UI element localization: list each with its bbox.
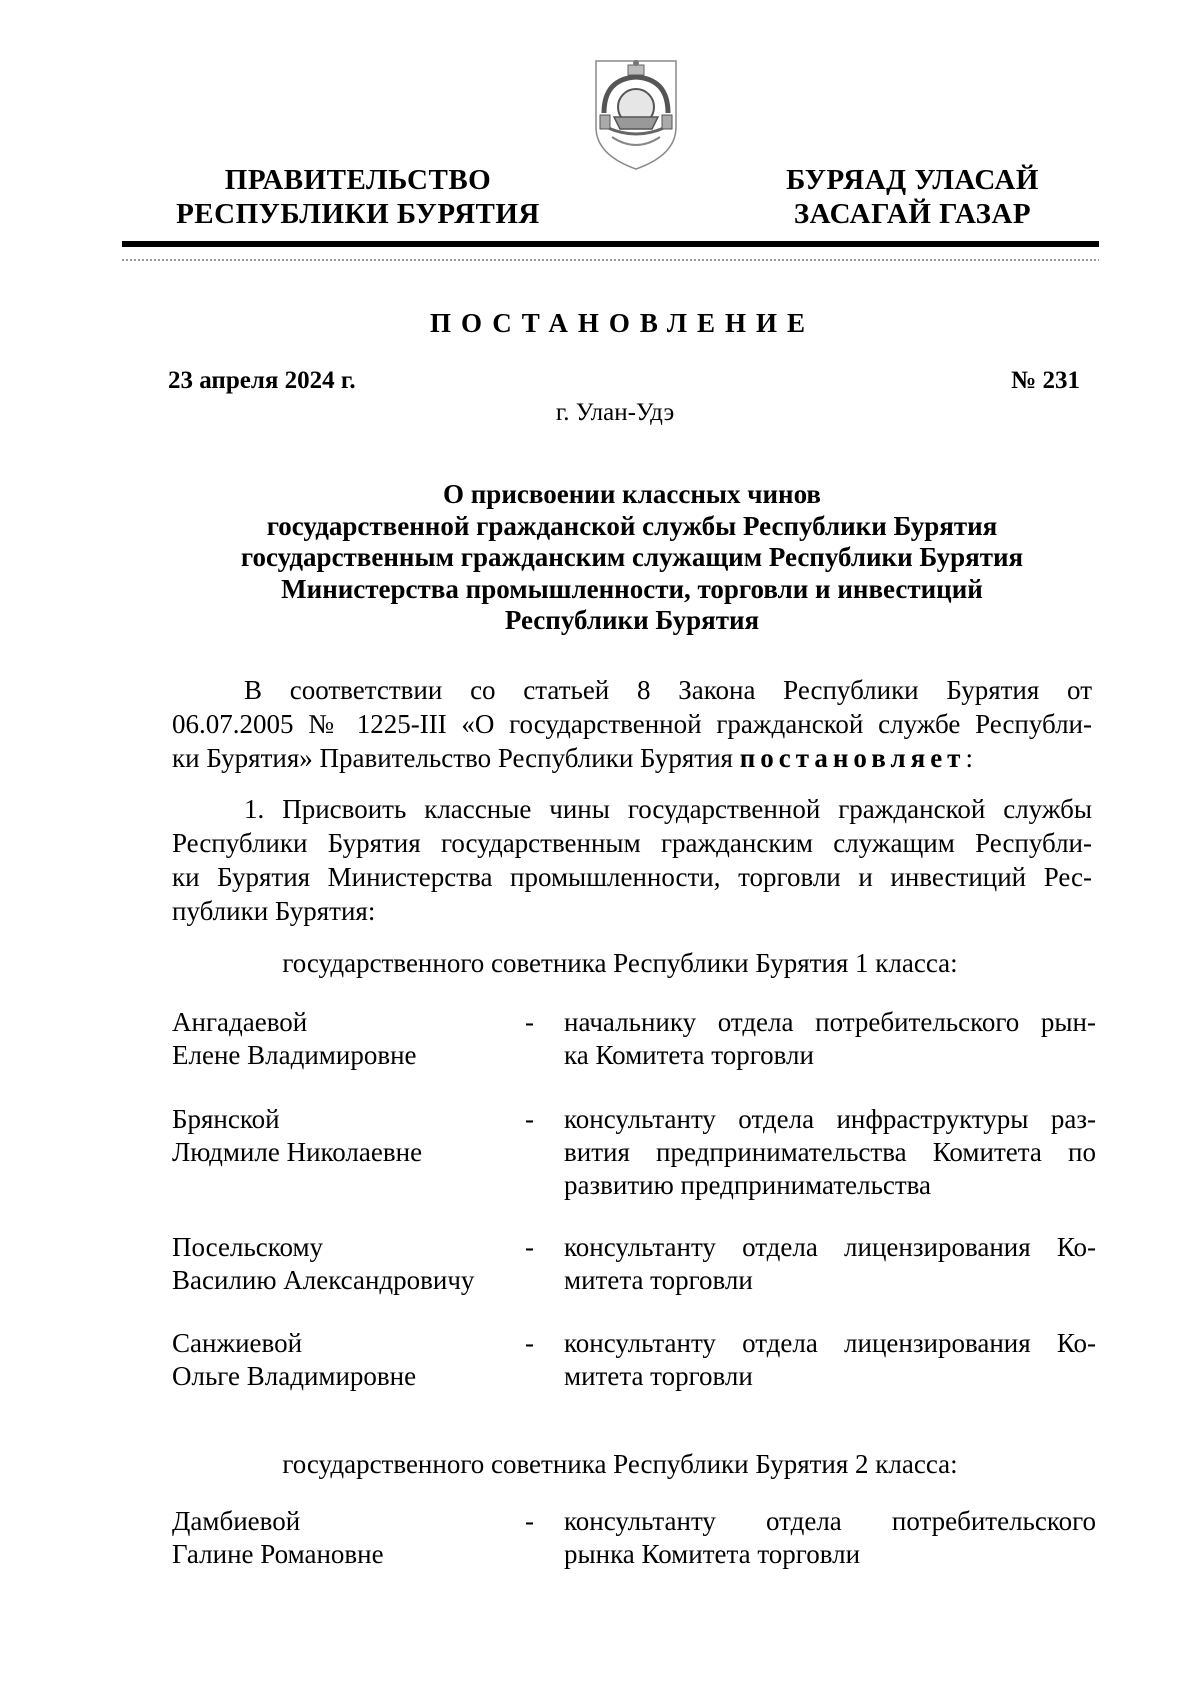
government-name-buryat — [760, 163, 1065, 231]
entry-dash: - — [525, 1328, 534, 1358]
preamble-line-last — [172, 741, 1092, 775]
item-1-paragraph — [172, 792, 1092, 928]
document-title: ПОСТАНОВЛЕНИЕ — [429, 308, 816, 338]
header-divider-thick — [122, 241, 1099, 247]
position-line: развитию предпринимательства — [564, 1170, 932, 1200]
document-number: № 231 — [1011, 367, 1080, 394]
person-given-names: Ольге Владимировне — [172, 1361, 417, 1391]
person-name — [172, 1505, 512, 1571]
person-position — [564, 1505, 1096, 1571]
person-position — [564, 1327, 1096, 1393]
header-right-line1: БУРЯАД УЛАСАЙ — [786, 164, 1039, 196]
person-position — [564, 1006, 1096, 1072]
position-line: консультанту отдела лицензирования Ко- — [564, 1328, 1096, 1358]
document-date: 23 апреля 2024 г. — [168, 367, 356, 394]
subject-line: Республики Бурятия — [504, 605, 760, 635]
position-line: консультанту отдела лицензирования Ко- — [564, 1232, 1096, 1262]
subject-line: О присвоении классных чинов — [443, 479, 821, 509]
item-1-line: ки Бурятия Министерства промышленности, торговли и инвестиций Рес- — [172, 862, 1092, 892]
person-name — [172, 1327, 512, 1393]
person-surname: Брянской — [172, 1104, 280, 1134]
position-line: митета торговли — [564, 1361, 753, 1391]
person-given-names: Елене Владимировне — [172, 1040, 417, 1070]
person-surname: Дамбиевой — [172, 1506, 301, 1536]
preamble-line: ки Бурятия» Правительство Республики Бурятия — [172, 743, 733, 773]
class-rank-heading: государственного советника Республики Бурятия 1 класса: — [282, 948, 958, 978]
document-city: г. Улан-Удэ — [555, 399, 675, 426]
person-given-names: Галине Романовне — [172, 1539, 384, 1569]
position-line: вития предпринимательства Комитета по — [564, 1137, 1096, 1167]
person-surname: Посельскому — [172, 1232, 324, 1262]
person-position — [564, 1103, 1096, 1202]
person-surname: Санжиевой — [172, 1328, 303, 1358]
position-line: консультанту отдела потребительского — [564, 1506, 1096, 1536]
subject-line: государственной гражданской службы Республики Бурятия — [266, 510, 998, 541]
preamble-line: 06.07.2005 № 1225-III «О государственной гражданской службе Республи- — [172, 709, 1092, 739]
resolves-word: постановляет — [739, 743, 966, 773]
person-given-names: Василию Александровичу — [172, 1265, 475, 1295]
person-given-names: Людмиле Николаевне — [172, 1137, 423, 1167]
header-right-line2: ЗАСАГАЙ ГАЗАР — [793, 198, 1032, 230]
person-name — [172, 1006, 512, 1072]
person-name — [172, 1231, 512, 1297]
person-name — [172, 1103, 512, 1169]
entry-dash: - — [525, 1007, 534, 1037]
government-name-russian — [168, 163, 548, 231]
coat-of-arms-emblem — [590, 57, 682, 173]
person-position — [564, 1231, 1096, 1297]
subject-line: Министерства промышленности, торговли и инвестиций — [281, 573, 983, 604]
resolves-colon: : — [965, 743, 973, 773]
subject-line: государственным гражданским служащим Республики Бурятия — [240, 542, 1024, 572]
position-line: начальнику отдела потребительского рын- — [564, 1007, 1096, 1037]
header-left-line2: РЕСПУБЛИКИ БУРЯТИЯ — [176, 198, 540, 230]
preamble-paragraph — [172, 673, 1092, 775]
class-rank-heading: государственного советника Республики Бурятия 2 класса: — [282, 1449, 958, 1479]
header-left-line1: ПРАВИТЕЛЬСТВО — [224, 164, 492, 196]
person-surname: Ангадаевой — [172, 1007, 308, 1037]
position-line: рынка Комитета торговли — [564, 1539, 861, 1569]
preamble-line: В соответствии со статьей 8 Закона Республики Бурятия от — [244, 675, 1092, 705]
item-1-line: Республики Бурятия государственным гражданским служащим Республи- — [172, 828, 1092, 858]
position-line: митета торговли — [564, 1265, 753, 1295]
item-1-line: 1. Присвоить классные чины государственной гражданской службы — [244, 794, 1092, 824]
document-subject — [168, 479, 1096, 637]
header-divider-thin — [122, 259, 1099, 261]
position-line: консультанту отдела инфраструктуры раз- — [564, 1104, 1096, 1134]
position-line: ка Комитета торговли — [564, 1040, 814, 1070]
entry-dash: - — [525, 1232, 534, 1262]
entry-dash: - — [525, 1104, 534, 1134]
item-1-line: публики Бурятия: — [172, 896, 376, 926]
entry-dash: - — [525, 1506, 534, 1536]
